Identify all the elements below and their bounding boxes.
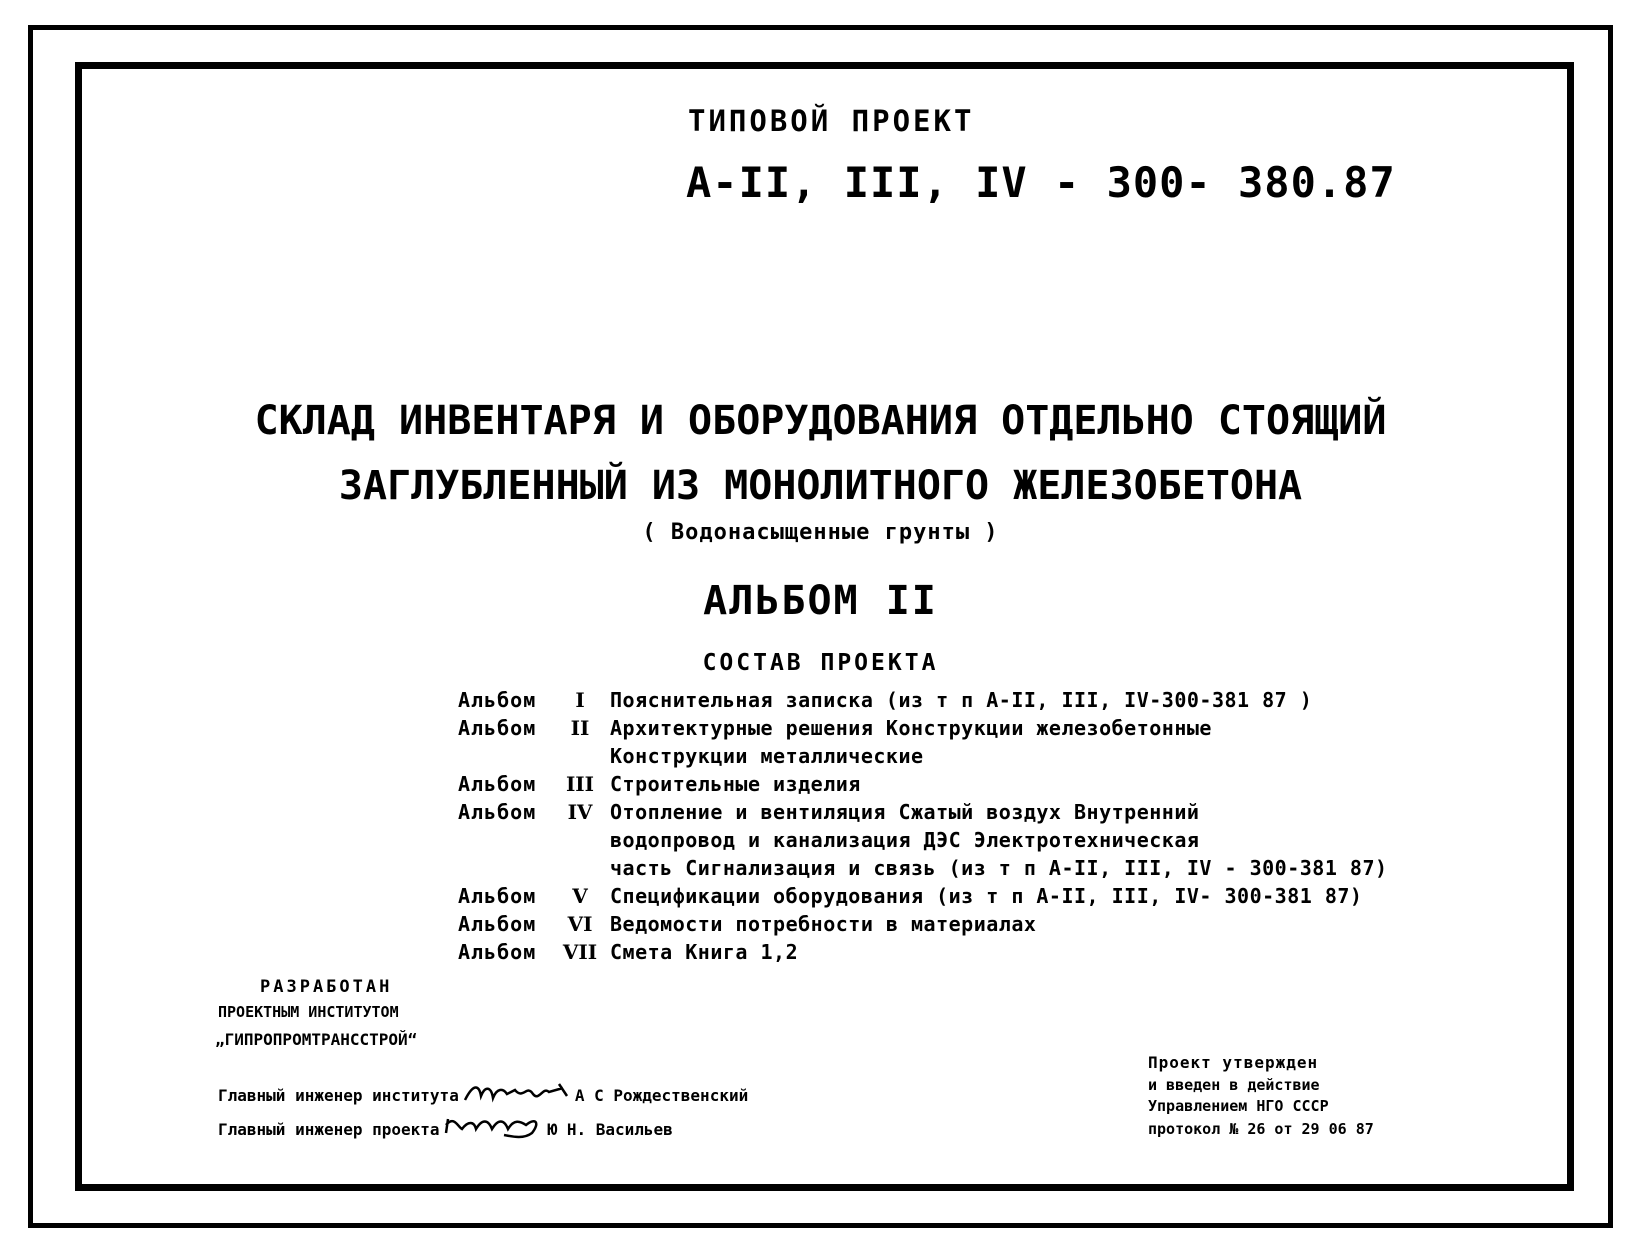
chief-institute-name: А С Рождественский bbox=[574, 1085, 749, 1105]
album-number bbox=[550, 854, 610, 882]
album-word bbox=[458, 854, 550, 882]
composition-heading: СОСТАВ ПРОЕКТА bbox=[702, 650, 939, 676]
album-heading: АЛЬБОМ II bbox=[703, 578, 938, 624]
album-row bbox=[458, 798, 1388, 826]
album-description: водопровод и канализация ДЭС Электротехническая bbox=[610, 828, 1200, 852]
album-row bbox=[458, 938, 1388, 966]
inner-frame bbox=[75, 62, 1574, 1191]
approval-line-1: Проект утвержден bbox=[1148, 1053, 1319, 1072]
chief-institute-label: Главный инженер института bbox=[218, 1085, 459, 1105]
album-row bbox=[458, 686, 1388, 714]
album-row bbox=[458, 826, 1388, 854]
album-description: Строительные изделия bbox=[610, 772, 861, 796]
signature-institute bbox=[463, 1080, 571, 1110]
album-number: VI bbox=[567, 912, 593, 936]
typical-project-label: ТИПОВОЙ ПРОЕКТ bbox=[688, 104, 975, 138]
album-word: Альбом bbox=[458, 800, 537, 824]
album-description: Отопление и вентиляция Сжатый воздух Внутренний bbox=[610, 800, 1200, 824]
album-word: Альбом bbox=[458, 884, 537, 908]
album-word: Альбом bbox=[458, 772, 537, 796]
signature-project bbox=[444, 1113, 544, 1145]
album-list bbox=[458, 686, 1388, 966]
album-description: Пояснительная записка (из т п А-II, III, IV-300-381 87 ) bbox=[610, 688, 1313, 712]
album-description: Смета Книга 1,2 bbox=[610, 940, 799, 964]
album-word: Альбом bbox=[458, 688, 537, 712]
soil-subtitle: ( Водонасыщенные грунты ) bbox=[642, 520, 999, 545]
chief-institute-engineer-row bbox=[218, 1080, 748, 1110]
album-row bbox=[458, 770, 1388, 798]
album-description: Архитектурные решения Конструкции железобетонные bbox=[610, 716, 1212, 740]
album-word: Альбом bbox=[458, 912, 537, 936]
album-description: Конструкции металлические bbox=[610, 744, 924, 768]
album-word: Альбом bbox=[458, 716, 537, 740]
title-line-1: СКЛАД ИНВЕНТАРЯ И ОБОРУДОВАНИЯ ОТДЕЛЬНО СТОЯЩИЙ bbox=[254, 398, 1387, 444]
album-row bbox=[458, 714, 1388, 742]
album-row bbox=[458, 882, 1388, 910]
project-code: А-II, III, IV - 300- 380.87 bbox=[686, 158, 1396, 207]
approval-line-3: Управлением НГО СССР bbox=[1148, 1097, 1329, 1115]
developer-institute-name: „ГИПРОПРОМТРАНССТРОЙ“ bbox=[215, 1030, 418, 1049]
title-line-2: ЗАГЛУБЛЕННЫЙ ИЗ МОНОЛИТНОГО ЖЕЛЕЗОБЕТОНА bbox=[338, 463, 1303, 509]
chief-project-engineer-row bbox=[218, 1113, 673, 1145]
album-word bbox=[458, 742, 550, 770]
approval-line-2: и введен в действие bbox=[1148, 1076, 1320, 1094]
album-number bbox=[550, 826, 610, 854]
album-row bbox=[458, 910, 1388, 938]
album-description: Спецификации оборудования (из т п А-II, III, IV- 300-381 87) bbox=[610, 884, 1363, 908]
album-number: II bbox=[570, 716, 590, 740]
developer-heading: РАЗРАБОТАН bbox=[260, 977, 393, 997]
chief-project-label: Главный инженер проекта bbox=[218, 1119, 440, 1139]
album-description: часть Сигнализация и связь (из т п А-II, III, IV - 300-381 87) bbox=[610, 856, 1388, 880]
album-number: V bbox=[572, 884, 588, 908]
album-number: VII bbox=[562, 940, 598, 964]
album-row bbox=[458, 854, 1388, 882]
album-description: Ведомости потребности в материалах bbox=[610, 912, 1037, 936]
album-row bbox=[458, 742, 1388, 770]
album-number bbox=[550, 742, 610, 770]
album-number: IV bbox=[567, 800, 593, 824]
chief-project-name: Ю Н. Васильев bbox=[547, 1119, 673, 1139]
album-number: III bbox=[565, 772, 595, 796]
album-word bbox=[458, 826, 550, 854]
album-number: I bbox=[575, 688, 585, 712]
album-word: Альбом bbox=[458, 940, 537, 964]
approval-line-4: протокол № 26 от 29 06 87 bbox=[1148, 1120, 1374, 1138]
developer-institute-label: ПРОЕКТНЫМ ИНСТИТУТОМ bbox=[218, 1003, 399, 1021]
